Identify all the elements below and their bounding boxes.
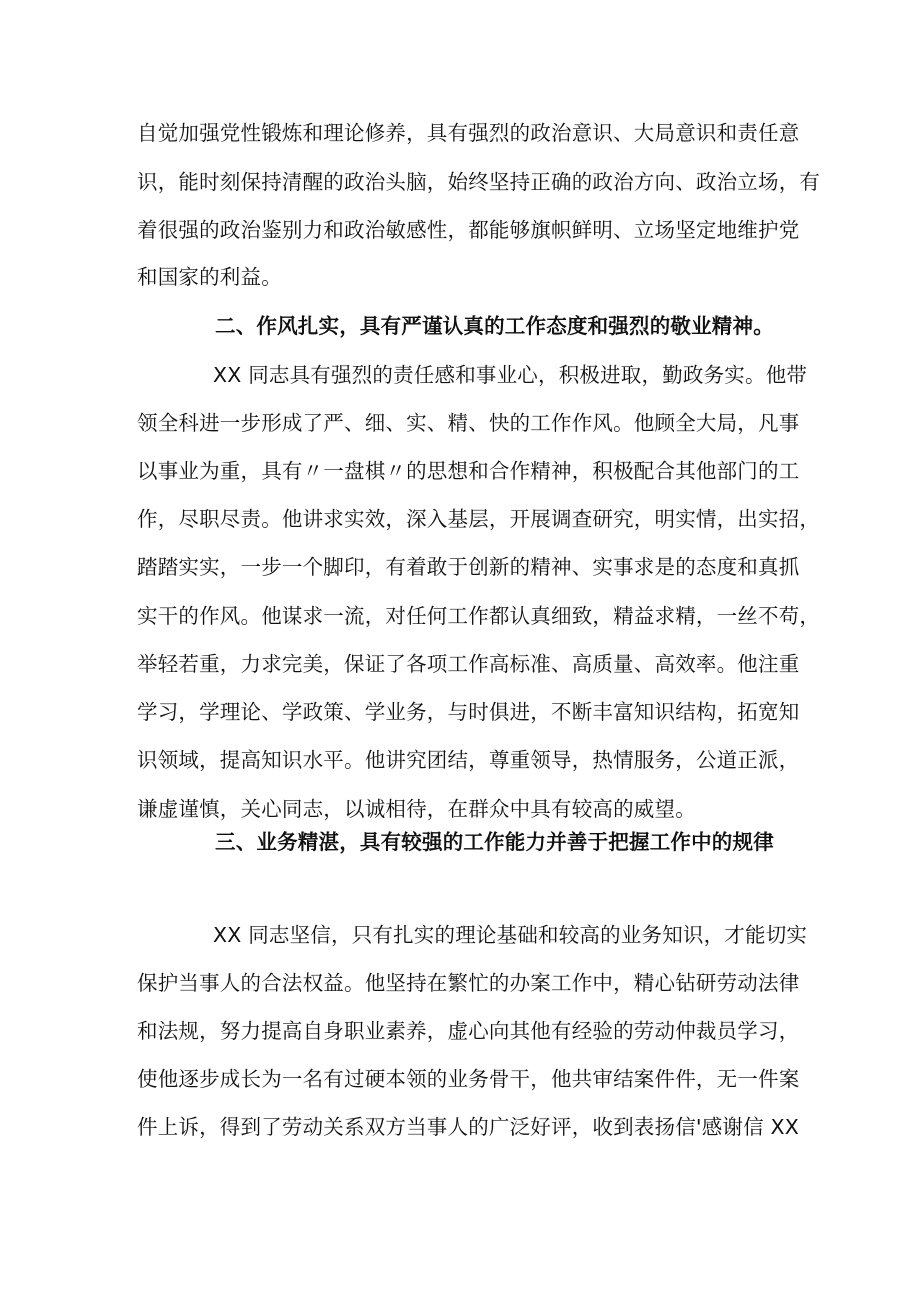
paragraph-2-line-3: 以事业为重，具有〃一盘棋〃的思想和合作精神，积极配合其他部门的工 xyxy=(137,459,800,483)
paragraph-1-line-1: 自觉加强党性锻炼和理论修养，具有强烈的政治意识、大局意识和责任意 xyxy=(137,121,800,145)
paragraph-1-line-4: 和国家的利益。 xyxy=(137,265,282,289)
section-heading-3: 三、业务精湛，具有较强的工作能力并善于把握工作中的规律 xyxy=(215,830,774,854)
paragraph-2-line-9: 识领域，提高知识水平。他讲究团结，尊重领导，热情服务，公道正派， xyxy=(137,748,800,772)
paragraph-2-line-1: XX 同志具有强烈的责任感和事业心，积极进取，勤政务实。他带 xyxy=(213,363,808,387)
paragraph-3-line-1: XX 同志坚信，只有扎实的理论基础和较高的业务知识，才能切实 xyxy=(213,923,808,947)
paragraph-2-line-4: 作，尽职尽责。他讲求实效，深入基层，开展调查研究，明实情，出实招， xyxy=(137,507,821,531)
paragraph-2-line-10: 谦虚谨慎，关心同志，以诚相待，在群众中具有较高的威望。 xyxy=(137,797,696,821)
paragraph-1-line-2: 识，能时刻保持清醒的政治头脑，始终坚持正确的政治方向、政治立场，有 xyxy=(137,170,821,194)
paragraph-3-line-4: 使他逐步成长为一名有过硬本领的业务骨干，他共审结案件件，无一件案 xyxy=(137,1067,800,1091)
section-heading-2: 二、作风扎实，具有严谨认真的工作态度和强烈的敬业精神。 xyxy=(215,314,774,338)
paragraph-3-line-5: 件上诉，得到了劳动关系双方当事人的广泛好评，收到表扬信'感谢信 XX xyxy=(137,1115,800,1139)
paragraph-2-line-8: 学习，学理论、学政策、学业务，与时俱进，不断丰富知识结构，拓宽知 xyxy=(137,700,800,724)
paragraph-3-line-2: 保护当事人的合法权益。他坚持在繁忙的办案工作中，精心钻研劳动法律 xyxy=(137,971,800,995)
paragraph-3-line-3: 和法规，努力提高自身职业素养，虚心向其他有经验的劳动仲裁员学习， xyxy=(137,1019,800,1043)
paragraph-2-line-5: 踏踏实实，一步一个脚印，有着敢于创新的精神、实事求是的态度和真抓 xyxy=(137,555,800,579)
paragraph-1-line-3: 着很强的政治鉴别力和政治敏感性，都能够旗帜鲜明、立场坚定地维护党 xyxy=(137,218,800,242)
paragraph-2-line-6: 实干的作风。他谋求一流，对任何工作都认真细致，精益求精，一丝不苟， xyxy=(137,604,821,628)
paragraph-2-line-7: 举轻若重，力求完美，保证了各项工作高标准、高质量、高效率。他注重 xyxy=(137,652,800,676)
paragraph-2-line-2: 领全科进一步形成了严、细、实、精、快的工作作风。他顾全大局，凡事 xyxy=(137,411,800,435)
